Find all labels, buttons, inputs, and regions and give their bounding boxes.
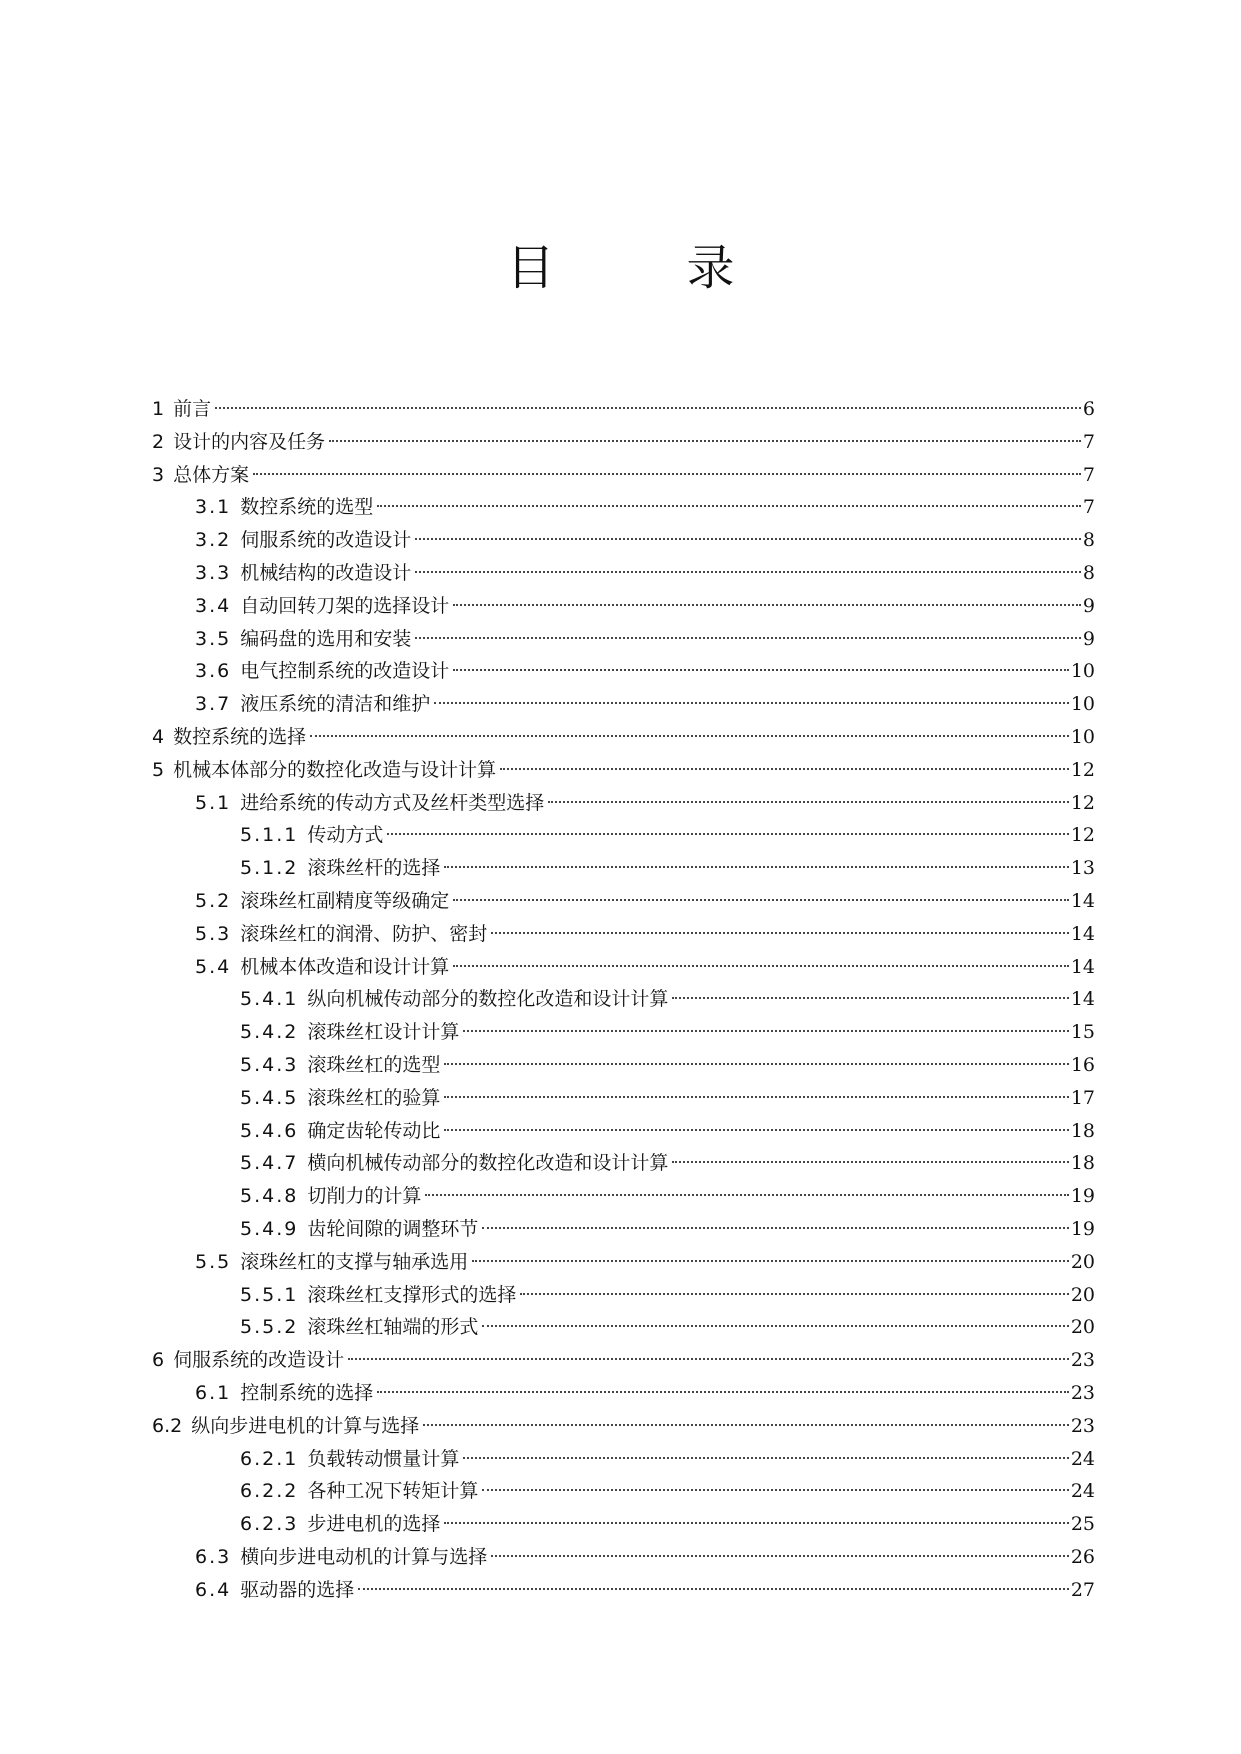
toc-entry-label: 切削力的计算 (307, 1185, 422, 1208)
toc-entry-page-number: 25 (1070, 1513, 1095, 1536)
toc-entry-page-number: 9 (1082, 627, 1095, 650)
toc-entry[interactable] (152, 1508, 1095, 1541)
toc-entry-page-number: 9 (1082, 594, 1095, 617)
toc-entry[interactable] (152, 1377, 1095, 1410)
toc-dot-leader (215, 407, 1081, 409)
toc-entry[interactable] (152, 951, 1095, 984)
toc-entry[interactable] (152, 655, 1095, 688)
toc-entry-label: 负载转动惯量计算 (307, 1447, 460, 1470)
toc-entry-page-number: 14 (1070, 955, 1095, 978)
toc-entry-label: 伺服系统的改造设计 (240, 529, 412, 552)
toc-entry-page-number: 12 (1070, 824, 1095, 847)
toc-entry-label: 滚珠丝杠的验算 (307, 1086, 441, 1109)
toc-entry-label: 总体方案 (173, 463, 250, 486)
toc-entry[interactable] (152, 819, 1095, 852)
toc-dot-leader (500, 768, 1069, 770)
toc-entry-number: 5.4.1 (240, 988, 299, 1011)
toc-entry-label: 驱动器的选择 (240, 1578, 355, 1601)
toc-dot-leader (377, 505, 1081, 507)
toc-entry-page-number: 14 (1070, 988, 1095, 1011)
toc-entry-number: 4 (152, 725, 165, 748)
toc-entry-number: 3.6 (195, 660, 232, 683)
toc-entry[interactable] (152, 754, 1095, 787)
toc-entry-number: 5.1.1 (240, 824, 299, 847)
toc-entry-page-number: 14 (1070, 889, 1095, 912)
toc-entry-number: 5.4.2 (240, 1021, 299, 1044)
toc-entry[interactable] (152, 852, 1095, 885)
toc-dot-leader (444, 866, 1068, 868)
toc-entry[interactable] (152, 983, 1095, 1016)
toc-entry[interactable] (152, 885, 1095, 918)
toc-dot-leader (453, 899, 1069, 901)
toc-entry-label: 自动回转刀架的选择设计 (240, 594, 450, 617)
toc-dot-leader (377, 1391, 1069, 1393)
toc-entry-label: 设计的内容及任务 (173, 430, 326, 453)
toc-entry-label: 滚珠丝杠副精度等级确定 (240, 889, 450, 912)
toc-entry-label: 纵向机械传动部分的数控化改造和设计计算 (307, 988, 669, 1011)
toc-dot-leader (491, 932, 1069, 934)
toc-entry-label: 编码盘的选用和安装 (240, 627, 412, 650)
toc-entry[interactable] (152, 1475, 1095, 1508)
toc-entry-number: 3.7 (195, 693, 232, 716)
toc-dot-leader (491, 1555, 1069, 1557)
toc-entry-label: 确定齿轮传动比 (307, 1119, 441, 1142)
toc-entry[interactable] (152, 1541, 1095, 1574)
toc-entry-label: 液压系统的清洁和维护 (240, 693, 431, 716)
toc-entry-page-number: 20 (1070, 1250, 1095, 1273)
toc-entry-number: 5.4.7 (240, 1152, 299, 1175)
toc-entry-number: 5.4.5 (240, 1086, 299, 1109)
toc-entry-number: 1 (152, 398, 165, 420)
toc-entry[interactable] (152, 1147, 1095, 1180)
toc-entry[interactable] (152, 1082, 1095, 1115)
toc-entry-number: 3.2 (195, 529, 232, 552)
toc-entry-number: 3.4 (195, 594, 232, 617)
toc-entry-number: 5.3 (195, 922, 232, 945)
toc-dot-leader (444, 1096, 1068, 1098)
toc-entry[interactable] (152, 1016, 1095, 1049)
toc-dot-leader (423, 1424, 1069, 1426)
toc-entry[interactable] (152, 459, 1095, 492)
toc-entry-label: 数控系统的选择 (173, 725, 307, 748)
toc-entry-label: 伺服系统的改造设计 (173, 1349, 345, 1372)
toc-entry-label: 进给系统的传动方式及丝杆类型选择 (240, 791, 545, 814)
toc-entry[interactable] (152, 393, 1095, 426)
toc-entry-number: 3.1 (195, 496, 232, 519)
toc-dot-leader (434, 702, 1069, 704)
toc-entry-label: 机械本体部分的数控化改造与设计计算 (173, 758, 497, 781)
toc-dot-leader (453, 965, 1069, 967)
toc-entry[interactable] (152, 721, 1095, 754)
toc-entry[interactable] (152, 426, 1095, 459)
toc-entry-number: 6.2.1 (240, 1447, 299, 1470)
toc-entry-page-number: 27 (1070, 1578, 1095, 1601)
toc-entry-page-number: 7 (1082, 496, 1095, 519)
toc-dot-leader (444, 1129, 1068, 1131)
toc-entry-page-number: 8 (1082, 561, 1095, 584)
toc-entry-page-number: 15 (1070, 1021, 1095, 1044)
toc-entry-number: 3.5 (195, 627, 232, 650)
toc-entry-page-number: 12 (1070, 758, 1095, 781)
toc-entry-page-number: 10 (1070, 693, 1095, 716)
toc-entry-label: 传动方式 (307, 824, 384, 847)
toc-entry-label: 横向机械传动部分的数控化改造和设计计算 (307, 1152, 669, 1175)
toc-entry[interactable] (152, 1410, 1095, 1443)
toc-entry[interactable] (152, 1574, 1095, 1607)
toc-entry-page-number: 6 (1082, 398, 1095, 420)
toc-entry-label: 机械结构的改造设计 (240, 561, 412, 584)
toc-dot-leader (348, 1358, 1069, 1360)
toc-entry-label: 数控系统的选型 (240, 496, 374, 519)
toc-entry-label: 纵向步进电机的计算与选择 (191, 1414, 420, 1437)
toc-entry-page-number: 18 (1070, 1119, 1095, 1142)
toc-dot-leader (415, 637, 1081, 639)
toc-dot-leader (520, 1293, 1068, 1295)
toc-entry[interactable] (152, 623, 1095, 656)
toc-entry[interactable] (152, 524, 1095, 557)
toc-entry-page-number: 18 (1070, 1152, 1095, 1175)
toc-entry-number: 6.2 (152, 1414, 183, 1437)
toc-entry[interactable] (152, 918, 1095, 951)
toc-entry-number: 6.1 (195, 1381, 232, 1404)
toc-dot-leader (463, 1457, 1068, 1459)
toc-dot-leader (415, 571, 1081, 573)
toc-entry-page-number: 12 (1070, 791, 1095, 814)
toc-entry-page-number: 7 (1082, 430, 1095, 453)
toc-entry-page-number: 23 (1070, 1349, 1095, 1372)
toc-entry[interactable] (152, 1049, 1095, 1082)
toc-entry-label: 横向步进电动机的计算与选择 (240, 1545, 488, 1568)
toc-entry-page-number: 14 (1070, 922, 1095, 945)
toc-dot-leader (444, 1522, 1068, 1524)
toc-entry-label: 齿轮间隙的调整环节 (307, 1217, 479, 1240)
toc-entry-label: 滚珠丝杠支撑形式的选择 (307, 1283, 517, 1306)
toc-entry-number: 6.2.2 (240, 1480, 299, 1503)
toc-entry-page-number: 23 (1070, 1414, 1095, 1437)
toc-entry-number: 5.5.2 (240, 1316, 299, 1339)
toc-entry[interactable] (152, 1115, 1095, 1148)
page-title: 目 录 (506, 240, 777, 296)
toc-dot-leader (310, 735, 1069, 737)
toc-dot-leader (463, 1030, 1068, 1032)
toc-dot-leader (253, 473, 1081, 475)
toc-entry-page-number: 17 (1070, 1086, 1095, 1109)
toc-entry-number: 6.3 (195, 1545, 232, 1568)
toc-entry-label: 前言 (173, 398, 212, 420)
toc-entry-label: 滚珠丝杆的选择 (307, 857, 441, 880)
toc-entry-number: 5.2 (195, 889, 232, 912)
toc-entry[interactable] (152, 1213, 1095, 1246)
toc-entry-number: 6.2.3 (240, 1513, 299, 1536)
toc-entry-number: 5.4.9 (240, 1217, 299, 1240)
toc-entry-label: 电气控制系统的改造设计 (240, 660, 450, 683)
toc-entry-number: 5.1.2 (240, 857, 299, 880)
toc-entry-label: 滚珠丝杠的润滑、防护、密封 (240, 922, 488, 945)
toc-entry-number: 5.4 (195, 955, 232, 978)
toc-dot-leader (672, 1161, 1068, 1163)
toc-dot-leader (387, 833, 1068, 835)
toc-entry-page-number: 24 (1070, 1447, 1095, 1470)
toc-entry-label: 机械本体改造和设计计算 (240, 955, 450, 978)
toc-entry-page-number: 7 (1082, 463, 1095, 486)
toc-dot-leader (482, 1489, 1068, 1491)
toc-entry-page-number: 19 (1070, 1185, 1095, 1208)
toc-entry[interactable] (152, 491, 1095, 524)
toc-entry-page-number: 26 (1070, 1545, 1095, 1568)
toc-entry[interactable] (152, 557, 1095, 590)
toc-dot-leader (548, 801, 1069, 803)
toc-entry-label: 控制系统的选择 (240, 1381, 374, 1404)
toc-entry[interactable] (152, 1246, 1095, 1279)
toc-entry-number: 6 (152, 1349, 165, 1372)
toc-entry-number: 5.4.8 (240, 1185, 299, 1208)
toc-entry-page-number: 19 (1070, 1217, 1095, 1240)
toc-entry-number: 5 (152, 758, 165, 781)
toc-dot-leader (358, 1588, 1069, 1590)
toc-dot-leader (472, 1260, 1069, 1262)
toc-dot-leader (482, 1227, 1068, 1229)
toc-entry-number: 2 (152, 430, 165, 453)
toc-entry-label: 滚珠丝杠的选型 (307, 1053, 441, 1076)
toc-dot-leader (329, 440, 1081, 442)
toc-entry-page-number: 8 (1082, 529, 1095, 552)
toc-entry-page-number: 16 (1070, 1053, 1095, 1076)
toc-entry-page-number: 13 (1070, 857, 1095, 880)
toc-entry[interactable] (152, 1279, 1095, 1312)
toc-entry-number: 3 (152, 463, 165, 486)
toc-dot-leader (444, 1063, 1068, 1065)
toc-entry[interactable] (152, 590, 1095, 623)
toc-entry[interactable] (152, 1344, 1095, 1377)
toc-dot-leader (453, 669, 1069, 671)
toc-entry-label: 滚珠丝杠设计计算 (307, 1021, 460, 1044)
toc-dot-leader (453, 604, 1081, 606)
toc-entry-page-number: 20 (1070, 1316, 1095, 1339)
toc-entry-number: 5.4.3 (240, 1053, 299, 1076)
toc-dot-leader (482, 1325, 1068, 1327)
toc-dot-leader (425, 1194, 1068, 1196)
toc-entry-label: 步进电机的选择 (307, 1513, 441, 1536)
toc-entry[interactable] (152, 787, 1095, 820)
toc-dot-leader (672, 997, 1068, 999)
table-of-contents (152, 393, 1095, 1606)
toc-entry-page-number: 24 (1070, 1480, 1095, 1503)
toc-entry-number: 5.4.6 (240, 1119, 299, 1142)
toc-entry-page-number: 23 (1070, 1381, 1095, 1404)
toc-entry-number: 5.5 (195, 1250, 232, 1273)
toc-entry-number: 5.1 (195, 791, 232, 814)
toc-entry[interactable] (152, 688, 1095, 721)
toc-entry-number: 5.5.1 (240, 1283, 299, 1306)
toc-entry-number: 3.3 (195, 561, 232, 584)
toc-entry-number: 6.4 (195, 1578, 232, 1601)
toc-entry-page-number: 10 (1070, 660, 1095, 683)
toc-entry[interactable] (152, 1180, 1095, 1213)
toc-entry-page-number: 20 (1070, 1283, 1095, 1306)
toc-dot-leader (415, 538, 1081, 540)
toc-entry-page-number: 10 (1070, 725, 1095, 748)
toc-entry[interactable] (152, 1443, 1095, 1476)
toc-entry[interactable] (152, 1311, 1095, 1344)
toc-entry-label: 各种工况下转矩计算 (307, 1480, 479, 1503)
toc-entry-label: 滚珠丝杠轴端的形式 (307, 1316, 479, 1339)
toc-entry-label: 滚珠丝杠的支撑与轴承选用 (240, 1250, 469, 1273)
